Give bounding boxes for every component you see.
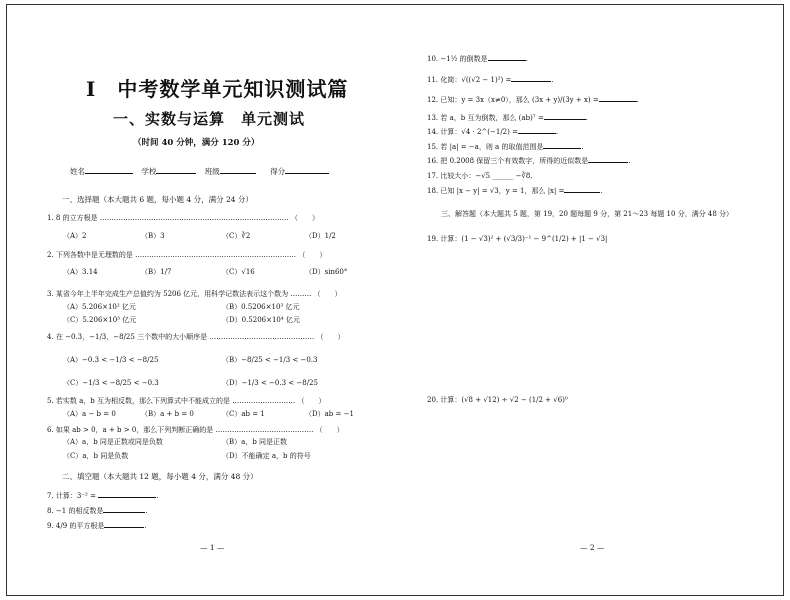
q6-option-a[interactable]: （A）a，b 同是正数或同是负数 <box>63 438 163 446</box>
q3-option-c[interactable]: （C）5.206×10³ 亿元 <box>63 316 137 324</box>
q3-option-b[interactable]: （B）0.5206×10³ 亿元 <box>222 303 300 311</box>
section-2-heading: 二、填空题（本大题共 12 题，每小题 4 分，满分 48 分） <box>62 472 258 481</box>
q11-text: 11. 化简：√((√2 − 1)²) = <box>427 76 512 84</box>
q12-answer[interactable] <box>599 101 637 102</box>
q4-option-a[interactable]: （A）−0.3 < −1/3 < −8/25 <box>63 356 159 364</box>
q6-option-b[interactable]: （B）a，b 同是正数 <box>222 438 288 446</box>
q8-answer[interactable] <box>103 512 145 513</box>
q2-option-c[interactable]: （C）√16 <box>222 268 255 276</box>
q13-text: 13. 若 a，b 互为倒数，那么 (ab)⁷ = <box>427 114 544 122</box>
q5-option-a[interactable]: （A）a − b = 0 <box>63 410 116 418</box>
question-11: 11. 化简：√((√2 − 1)²) = . <box>427 76 554 84</box>
q9-answer[interactable] <box>104 527 144 528</box>
question-5: 5. 若实数 a，b 互为相反数，那么下列算式中不能成立的是 ……………………… （ ） <box>47 397 326 405</box>
question-2: 2. 下列各数中是无理数的是 …………………………………………………………… （ ） <box>47 251 327 259</box>
question-20: 20. 计算：(√8 + √12) ÷ √2 − (1/2 + √6)⁰ <box>427 396 568 404</box>
q4-option-d[interactable]: （D）−1/3 < −0.3 < −8/25 <box>222 379 318 387</box>
class-label: 班级 <box>204 167 220 176</box>
section-1-heading: 一、选择题（本大题共 6 题，每小题 4 分，满分 24 分） <box>62 195 253 204</box>
unit-title: 一、实数与运算 单元测试 <box>113 110 306 128</box>
school-label: 学校 <box>141 167 157 176</box>
q10-text: 10. −1½ 的倒数是 <box>427 55 488 63</box>
q9-text: 9. 4/9 的平方根是 <box>47 522 105 530</box>
q8-text: 8. −1 的相反数是 <box>47 507 104 515</box>
question-19: 19. 计算：(1 − √3)² + (√3/3)⁻¹ − 9^(1/2) + |1 − √3| <box>427 235 608 243</box>
q16-answer[interactable] <box>588 162 628 163</box>
q1-option-c[interactable]: （C）∛2 <box>222 232 251 240</box>
q15-answer[interactable] <box>543 148 581 149</box>
question-1: 1. 8 的立方根是 ……………………………………………………………………… （ ） <box>47 214 320 222</box>
q1-option-b[interactable]: （B）3 <box>141 232 165 240</box>
q18-answer[interactable] <box>564 192 600 193</box>
name-label: 姓名 <box>70 167 85 176</box>
question-12: 12. 已知：y = 3x（x≠0），那么 (3x + y)/(3y + x) = . <box>427 96 639 104</box>
q5-option-b[interactable]: （B）a + b = 0 <box>141 410 194 418</box>
q6-option-d[interactable]: （D）不能确定 a，b 的符号 <box>222 452 311 460</box>
q5-option-d[interactable]: （D）ab = −1 <box>305 410 354 418</box>
q3-option-a[interactable]: （A）5.206×10² 亿元 <box>63 303 136 311</box>
q1-option-a[interactable]: （A）2 <box>63 232 87 240</box>
q16-text: 16. 把 0.2008 保留三个有效数字，所得的近似数是 <box>427 157 589 165</box>
question-15: 15. 若 |a| = −a，则 a 的取值范围是 . <box>427 143 584 151</box>
page-number-2: — 2 — <box>580 543 605 552</box>
school-input[interactable] <box>156 173 196 174</box>
q10-answer[interactable] <box>488 60 526 61</box>
score-input[interactable] <box>285 173 329 174</box>
question-4: 4. 在 −0.3，−1/3，−8/25 三个数中的大小顺序是 ……………………………………… （ ） <box>47 333 345 341</box>
q18-text: 18. 已知 |x − y| = √3，y = 1，那么 |x| = <box>427 187 565 195</box>
question-16: 16. 把 0.2008 保留三个有效数字，所得的近似数是 . <box>427 157 631 165</box>
q2-option-a[interactable]: （A）3.14 <box>63 268 98 276</box>
class-input[interactable] <box>220 173 256 174</box>
q14-text: 14. 计算：√4 · 2^(−1/2) = <box>427 128 518 136</box>
question-9: 9. 4/9 的平方根是 . <box>47 522 147 530</box>
q1-option-d[interactable]: （D）1/2 <box>305 232 336 240</box>
question-8: 8. −1 的相反数是 . <box>47 507 148 515</box>
section-3-heading: 三、解答题（本大题共 5 题，第 19，20 题每题 9 分，第 21～23 每题 10 分，满分 48 分） <box>441 210 734 218</box>
question-13: 13. 若 a，b 互为倒数，那么 (ab)⁷ = . <box>427 114 588 122</box>
q13-answer[interactable] <box>544 119 586 120</box>
name-input[interactable] <box>85 173 133 174</box>
page-title: I 中考数学单元知识测试篇 <box>86 77 349 101</box>
q15-text: 15. 若 |a| = −a，则 a 的取值范围是 <box>427 143 544 151</box>
q2-option-d[interactable]: （D）sin60° <box>305 268 348 276</box>
question-14: 14. 计算：√4 · 2^(−1/2) = . <box>427 128 559 136</box>
time-limit: （时间 40 分钟，满分 120 分） <box>133 138 260 148</box>
name-row <box>70 167 329 176</box>
q11-answer[interactable] <box>511 81 551 82</box>
q5-option-c[interactable]: （C）ab = 1 <box>222 410 265 418</box>
question-6: 6. 如果 ab > 0，a + b > 0，那么下列判断正确的是 …………………………………… （ ） <box>47 426 344 434</box>
page-number-1: — 1 — <box>200 543 225 552</box>
q7-answer[interactable] <box>98 497 156 498</box>
question-10: 10. −1½ 的倒数是 . <box>427 55 528 63</box>
question-18: 18. 已知 |x − y| = √3，y = 1，那么 |x| = . <box>427 187 603 195</box>
question-3: 3. 某省今年上半年完成生产总值约为 5206 亿元，用科学记数法表示这个数为 ……… （ ） <box>47 290 342 298</box>
question-17: 17. 比较大小：−√5 ______ −∛8. <box>427 172 533 180</box>
q12-text: 12. 已知：y = 3x（x≠0），那么 (3x + y)/(3y + x) = <box>427 96 599 104</box>
q4-option-c[interactable]: （C）−1/3 < −8/25 < −0.3 <box>63 379 159 387</box>
q7-text: 7. 计算：3⁻² = <box>47 492 99 500</box>
question-7: 7. 计算：3⁻² = . <box>47 492 159 500</box>
q14-answer[interactable] <box>518 133 556 134</box>
q3-option-d[interactable]: （D）0.5206×10⁴ 亿元 <box>222 316 300 324</box>
q2-option-b[interactable]: （B）1/7 <box>141 268 172 276</box>
score-label: 得分 <box>270 167 286 176</box>
q6-option-c[interactable]: （C）a，b 同是负数 <box>63 452 129 460</box>
q4-option-b[interactable]: （B）−8/25 < −1/3 < −0.3 <box>222 356 318 364</box>
